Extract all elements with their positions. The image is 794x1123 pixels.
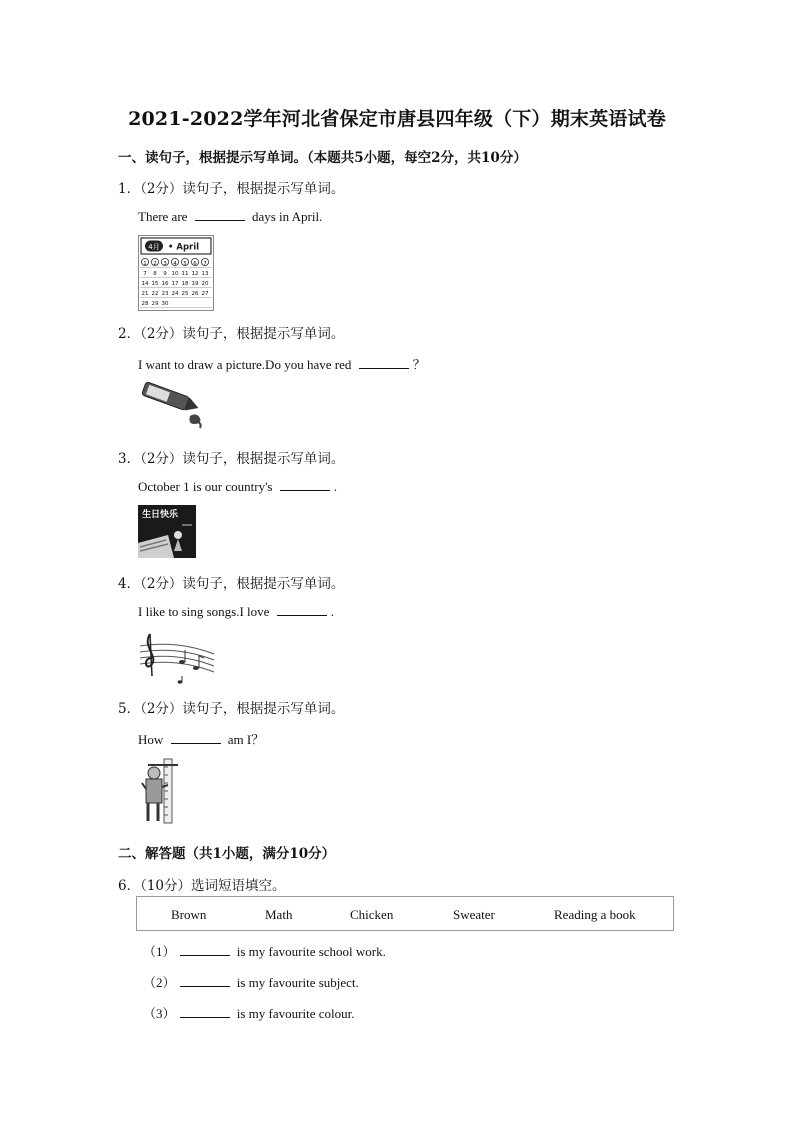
calendar-day: 5 [183, 261, 187, 267]
question-5-sentence [138, 729, 264, 748]
calendar-day: 17 [171, 281, 179, 287]
answer-blank[interactable] [180, 954, 230, 956]
section-2-heading: 二、解答题（共1小题，满分10分） [118, 846, 336, 862]
calendar-month: • April [168, 242, 200, 253]
calendar-day: 8 [153, 271, 157, 277]
calendar-day: 22 [151, 291, 159, 297]
question-1-sentence [138, 209, 322, 225]
sentence-part-after: . [330, 604, 334, 619]
calendar-day: 24 [171, 291, 179, 297]
sentence-part-after: days in April. [248, 209, 323, 224]
answer-blank[interactable] [180, 1016, 230, 1018]
question-3-sentence [138, 479, 337, 495]
calendar-badge: 4月 [148, 243, 160, 251]
word-option: Reading a book [554, 907, 636, 922]
calendar-day: 7 [203, 261, 207, 267]
fill-item-2 [143, 972, 359, 991]
word-option: Sweater [453, 907, 495, 922]
calendar-day: 25 [181, 291, 189, 297]
item-number: （1） [143, 944, 176, 959]
calendar-day: 11 [181, 271, 189, 277]
calendar-day: 26 [191, 291, 199, 297]
calendar-image [138, 235, 214, 315]
calendar-day: 21 [141, 291, 149, 297]
question-6-stem: 6．（10分）选词短语填空。 [118, 878, 286, 894]
calendar-day: 19 [191, 281, 199, 287]
calendar-day: 14 [141, 281, 149, 287]
item-number: （2） [143, 975, 176, 990]
answer-blank[interactable] [280, 489, 330, 491]
sentence-part-after: . [333, 479, 337, 494]
picture-caption: 生日快乐 [142, 510, 179, 520]
national-day-image [138, 505, 196, 562]
word-option: Chicken [350, 907, 394, 922]
calendar-day: 13 [201, 271, 209, 277]
question-2-sentence [138, 354, 426, 373]
question-4-sentence [138, 604, 334, 620]
calendar-day: 6 [193, 261, 197, 267]
word-option: Math [265, 907, 293, 922]
music-notes-image [138, 628, 218, 692]
fill-item-1 [143, 941, 386, 960]
sentence-part-after: am I？ [224, 732, 265, 747]
crayon-image [138, 378, 210, 434]
calendar-day: 3 [163, 261, 167, 267]
word-bank-box [136, 896, 674, 931]
answer-blank[interactable] [359, 367, 409, 369]
answer-blank[interactable] [171, 742, 221, 744]
calendar-day: 16 [161, 281, 169, 287]
item-text: is my favourite colour. [233, 1006, 355, 1021]
sentence-part-before: October 1 is our country's [138, 479, 276, 494]
calendar-day: 27 [201, 291, 209, 297]
page-title: 2021-2022学年河北省保定市唐县四年级（下）期末英语试卷 [128, 108, 666, 130]
sentence-part-before: There are [138, 209, 191, 224]
calendar-day: 4 [173, 261, 177, 267]
answer-blank[interactable] [277, 614, 327, 616]
calendar-day: 12 [191, 271, 199, 277]
sentence-part-before: I like to sing songs.I love [138, 604, 273, 619]
question-2-stem: 2．（2分）读句子，根据提示写单词。 [118, 326, 345, 342]
item-text: is my favourite subject. [233, 975, 359, 990]
calendar-day: 9 [163, 271, 167, 277]
calendar-day: 23 [161, 291, 169, 297]
calendar-day: 20 [201, 281, 209, 287]
section-1-heading: 一、读句子，根据提示写单词。（本题共5小题，每空2分，共10分） [118, 150, 527, 166]
answer-blank[interactable] [195, 219, 245, 221]
calendar-day: 15 [151, 281, 159, 287]
word-option: Brown [171, 907, 207, 922]
calendar-day: 1 [143, 261, 147, 267]
item-text: is my favourite school work. [233, 944, 386, 959]
height-measure-image [138, 757, 182, 829]
calendar-day: 7 [143, 271, 147, 277]
question-4-stem: 4．（2分）读句子，根据提示写单词。 [118, 576, 345, 592]
item-number: （3） [143, 1006, 176, 1021]
sentence-part-before: I want to draw a picture.Do you have red [138, 357, 355, 372]
calendar-day: 28 [141, 301, 149, 307]
calendar-day: 30 [161, 301, 169, 307]
calendar-day: 18 [181, 281, 189, 287]
answer-blank[interactable] [180, 985, 230, 987]
sentence-part-before: How [138, 732, 167, 747]
calendar-day: 2 [153, 261, 157, 267]
question-5-stem: 5．（2分）读句子，根据提示写单词。 [118, 701, 345, 717]
question-3-stem: 3．（2分）读句子，根据提示写单词。 [118, 451, 345, 467]
question-1-stem: 1．（2分）读句子，根据提示写单词。 [118, 181, 345, 197]
fill-item-3 [143, 1003, 354, 1022]
sentence-part-after: ？ [412, 357, 426, 372]
calendar-day: 29 [151, 301, 159, 307]
calendar-day: 10 [171, 271, 179, 277]
